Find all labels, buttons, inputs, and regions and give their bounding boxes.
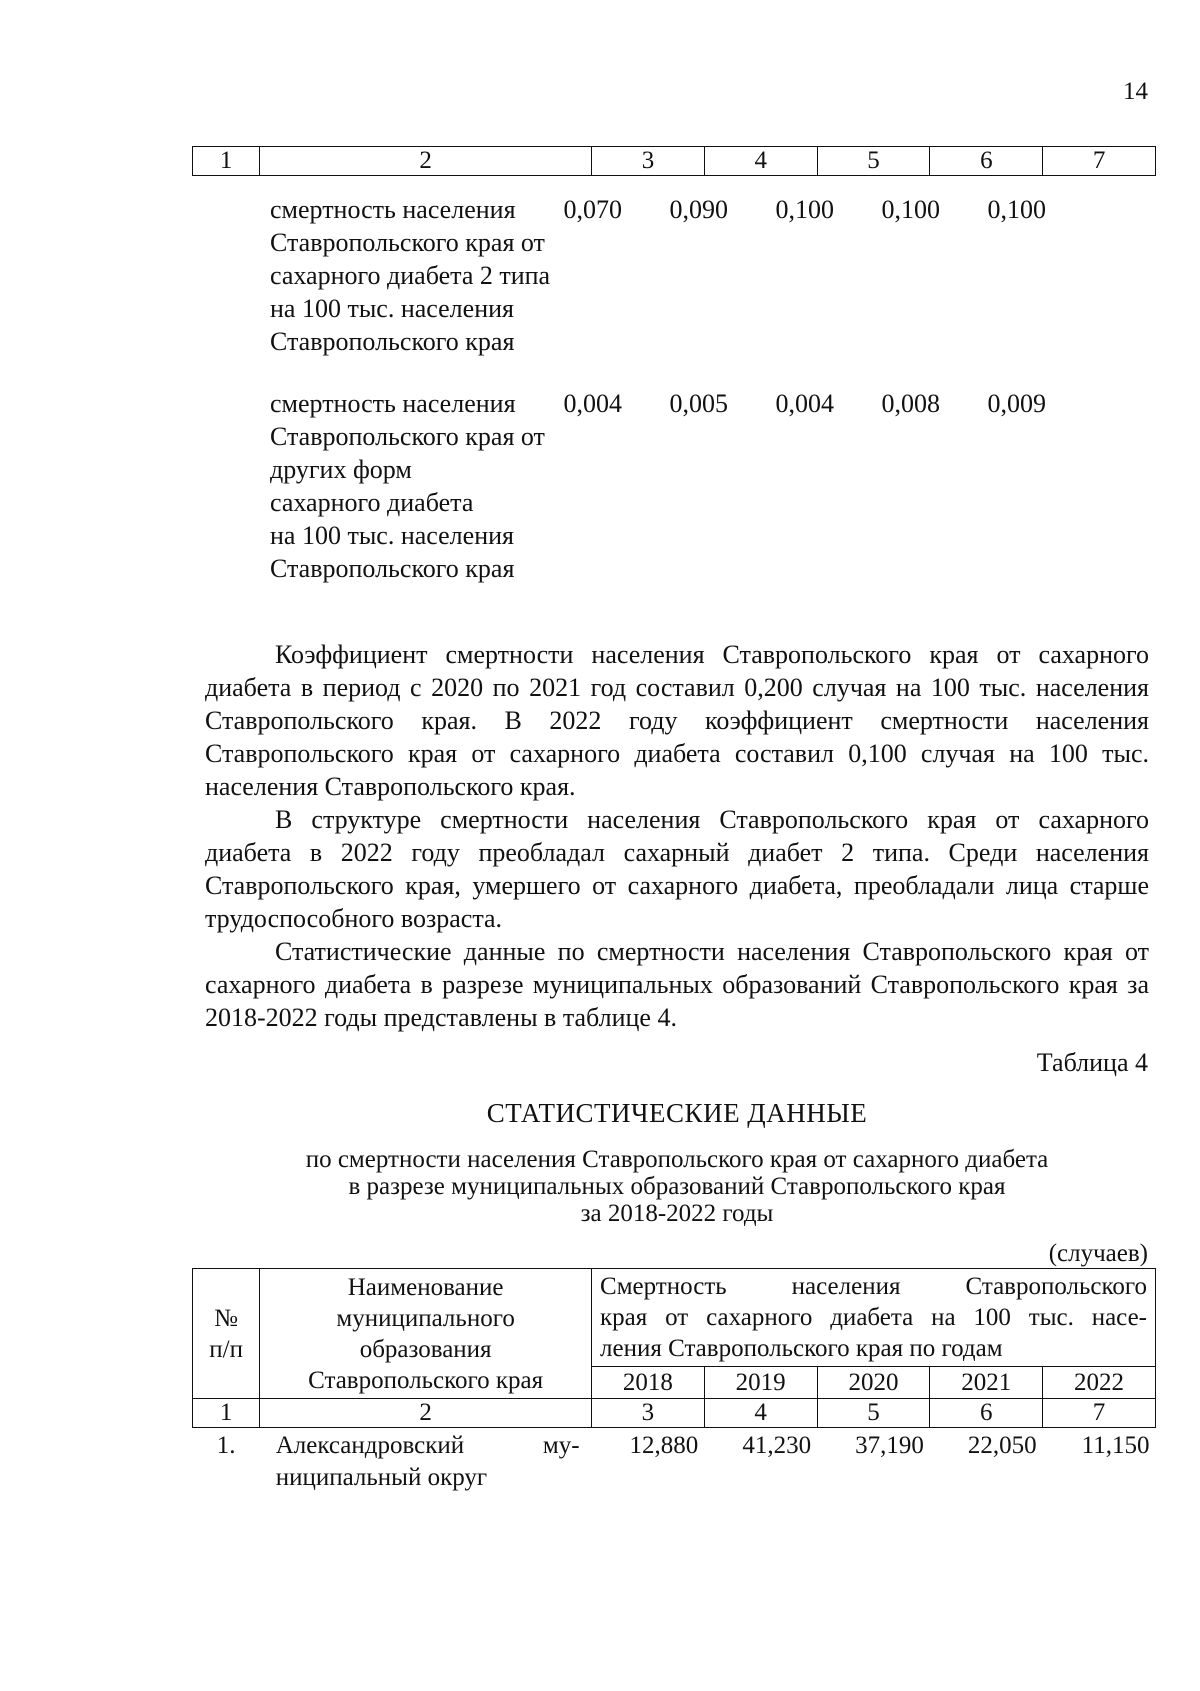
value-cell: 0,004 xyxy=(775,389,834,418)
column-number: 3 xyxy=(592,147,705,176)
value-cell: 0,100 xyxy=(775,195,834,224)
subtitle-line: по смертности населения Ставропольского края от сахарного диабета xyxy=(305,1146,1049,1173)
mortality-table xyxy=(192,1268,1156,1494)
row-number: 1. xyxy=(216,1432,236,1459)
indicator-name xyxy=(270,387,576,585)
subtitle-line: в разрезе муниципальных образований Ставропольского края xyxy=(348,1173,1006,1200)
column-number: 7 xyxy=(1043,147,1156,176)
header-year: 2021 xyxy=(930,1367,1043,1399)
header-line: края от сахарного диабета на 100 тыс. насе- xyxy=(600,1304,1147,1331)
header-line: ления Ставропольского края по годам xyxy=(600,1335,1003,1362)
value-cell: 0,100 xyxy=(881,195,940,224)
header-line: Смертность населения Ставропольского xyxy=(600,1273,1147,1300)
column-number: 3 xyxy=(592,1399,705,1428)
municipality-name xyxy=(260,1428,592,1495)
column-number: 4 xyxy=(704,1399,817,1428)
column-number: 5 xyxy=(817,147,930,176)
indicator-name-line: сахарного диабета 2 типа xyxy=(270,261,551,290)
header-year: 2022 xyxy=(1043,1367,1156,1399)
value-cell: 0,009 xyxy=(987,389,1046,418)
table-caption: Таблица 4 xyxy=(1036,1048,1148,1077)
header-year: 2019 xyxy=(704,1367,817,1399)
column-number: 1 xyxy=(193,147,260,176)
body-text xyxy=(205,638,1149,1034)
value-cell: 37,190 xyxy=(855,1432,924,1459)
value-cell: 12,880 xyxy=(629,1432,699,1459)
value-cell: 41,230 xyxy=(742,1432,812,1459)
indicator-name-line: сахарного диабета xyxy=(270,488,474,517)
header-municipality xyxy=(260,1269,592,1399)
paragraph: Статистические данные по смертности населения Ставропольского края от сахарного диабета в разрезе муниципальных образований Ставропольского края за 2018-2022 годы представлены в таблице 4. xyxy=(205,937,1149,1032)
header-line: образования xyxy=(359,1335,492,1363)
indicator-name-line: Ставропольского края от xyxy=(270,228,545,257)
indicator-name-line: на 100 тыс. населения xyxy=(270,294,514,323)
value-cell: 0,100 xyxy=(987,195,1046,224)
table-title: СТАТИСТИЧЕСКИЕ ДАННЫЕ xyxy=(486,1098,868,1128)
subtitle-line: за 2018-2022 годы xyxy=(580,1200,774,1227)
column-number: 1 xyxy=(193,1399,260,1428)
indicator-name-line: смертность населения xyxy=(270,195,516,224)
indicator-name-line: Ставропольского края xyxy=(270,327,515,356)
municipality-name-line: ниципальный округ xyxy=(275,1464,488,1491)
page-number: 14 xyxy=(1123,78,1148,105)
header-year: 2018 xyxy=(592,1367,705,1399)
column-number: 6 xyxy=(930,1399,1043,1428)
value-cell: 0,070 xyxy=(563,195,622,224)
indicator-name-line: Ставропольского края от xyxy=(270,422,545,451)
column-number: 2 xyxy=(260,147,592,176)
table-header-row xyxy=(193,1269,1156,1367)
header-line: Ставропольского края xyxy=(308,1366,544,1394)
units-label: (случаев) xyxy=(1048,1240,1148,1267)
municipality-name-line: Александровский му- xyxy=(275,1432,580,1459)
indicator-name-line: смертность населения xyxy=(270,389,516,418)
header-row-number xyxy=(193,1269,260,1399)
value-cell: 0,004 xyxy=(563,389,622,418)
header-year: 2020 xyxy=(817,1367,930,1399)
paragraph: В структуре смертности населения Ставропольского края от сахарного диабета в 2022 году преобладал сахарный диабет 2 типа. Среди населения Ставропольского края, умершего от сахарного диабета, преобладали лица старше трудоспособного возраста. xyxy=(205,805,1149,933)
header-line: муниципального xyxy=(336,1304,515,1332)
header-line: Наименование xyxy=(347,1273,504,1301)
column-number: 7 xyxy=(1043,1399,1156,1428)
indicator-name xyxy=(270,193,576,358)
indicator-name-line: Ставропольского края xyxy=(270,554,515,583)
column-number: 4 xyxy=(704,147,817,176)
value-cell: 0,005 xyxy=(669,389,728,418)
value-cell: 0,008 xyxy=(881,389,940,418)
table-row xyxy=(193,1428,1156,1495)
column-number-row xyxy=(193,1399,1156,1428)
column-number: 5 xyxy=(817,1399,930,1428)
header-mortality-group xyxy=(592,1269,1156,1367)
indicator-name-line: на 100 тыс. населения xyxy=(270,521,514,550)
table-subtitle xyxy=(0,1146,1200,1227)
header-line: п/п xyxy=(209,1335,243,1363)
value-cell: 22,050 xyxy=(967,1432,1037,1459)
column-number-row xyxy=(193,147,1156,176)
continuation-table-header xyxy=(192,146,1156,176)
value-cell: 11,150 xyxy=(1081,1432,1150,1459)
column-number: 6 xyxy=(930,147,1043,176)
indicator-name-line: других форм xyxy=(270,455,412,484)
header-line: № xyxy=(214,1304,239,1332)
column-number: 2 xyxy=(260,1399,592,1428)
paragraph: Коэффициент смертности населения Ставропольского края от сахарного диабета в период с 2020 по 2021 год составил 0,200 случая на 100 тыс. населения Ставропольского края. В 2022 году коэффициент смертности населения Ставропольского края от сахарного диабета составил 0,100 случая на 100 тыс. населения Ставропольского края. xyxy=(205,640,1149,801)
value-cell: 0,090 xyxy=(669,195,728,224)
